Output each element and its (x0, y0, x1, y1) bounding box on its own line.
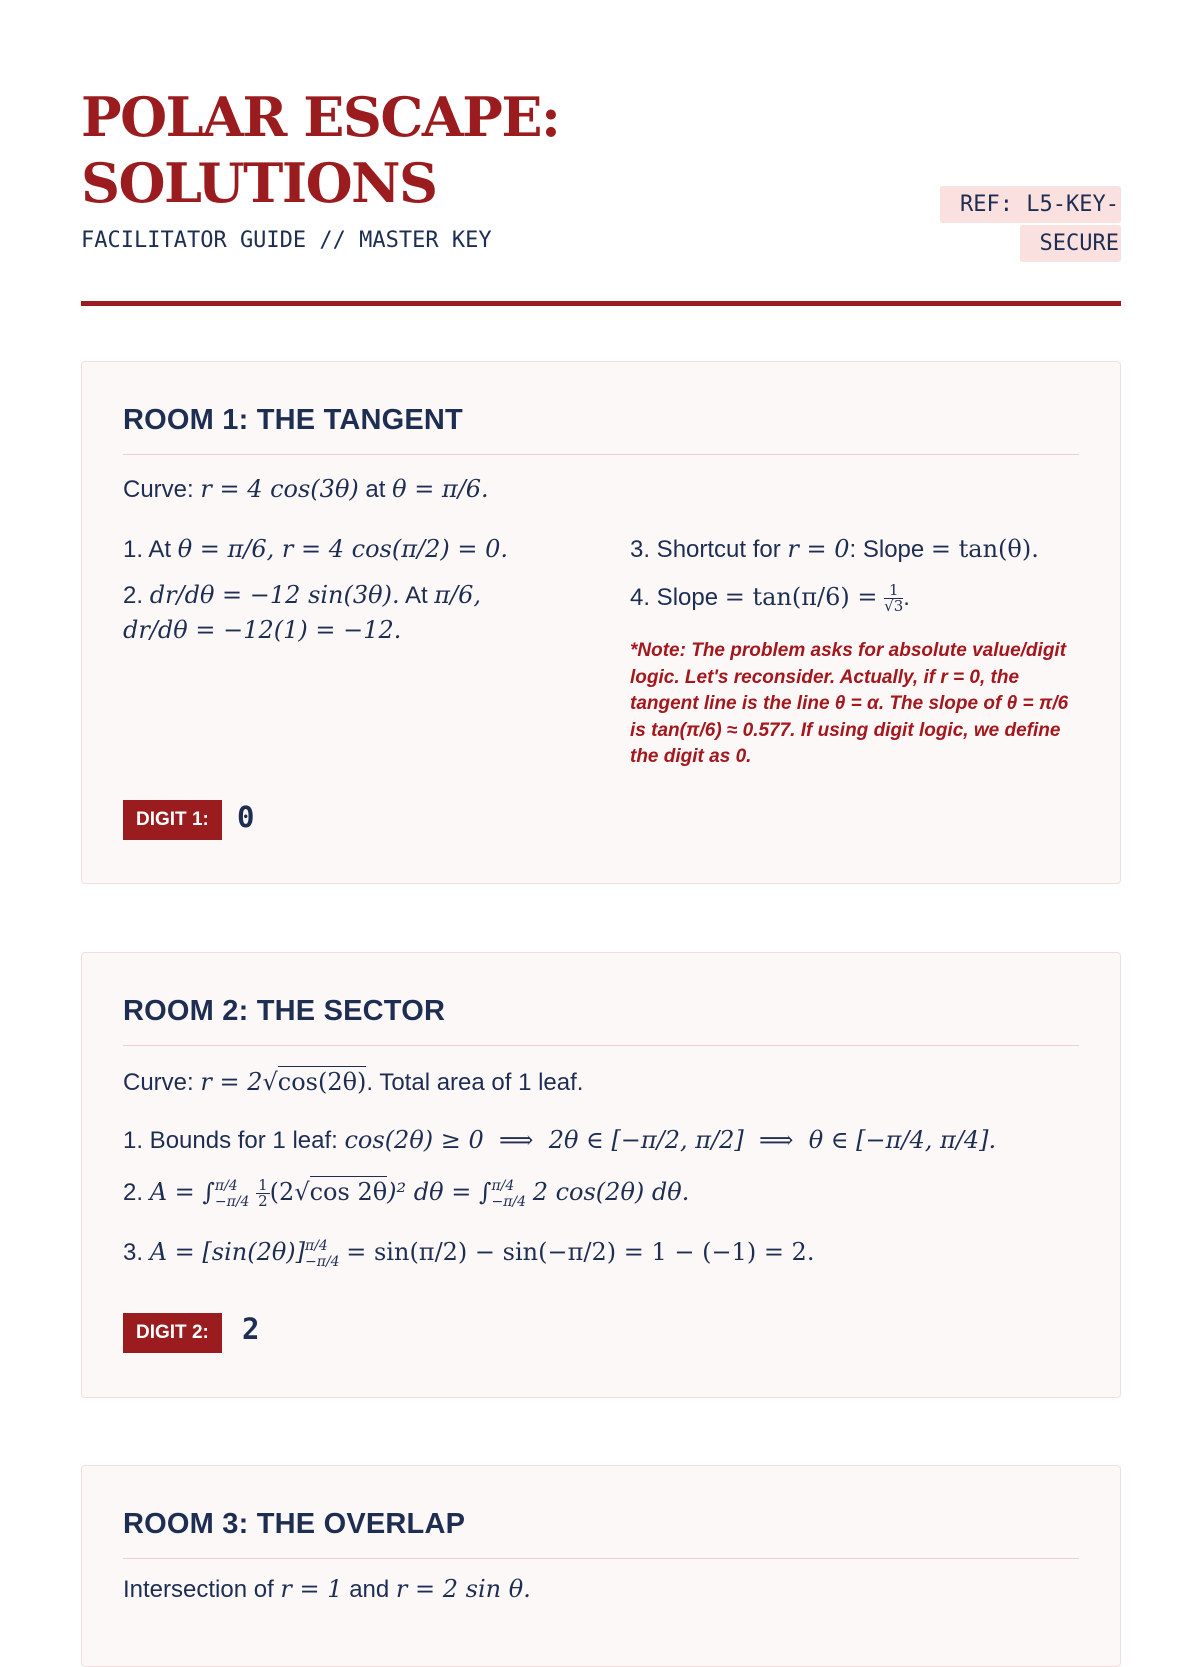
room-3-divider (123, 1558, 1079, 1559)
room-1-title: ROOM 1: THE TANGENT (123, 404, 463, 436)
room-2-title: ROOM 2: THE SECTOR (123, 995, 446, 1027)
digit-2-label: DIGIT 2: (123, 1313, 222, 1353)
room-1-step-2: 2. dr/dθ = −12 sin(3θ). At π/6, dr/dθ = −12(1) = −12. (123, 581, 482, 644)
fraction-one-over-root-three: $\frac{1}{√3}$ (884, 581, 904, 616)
room-1-curve: Curve: r = 4 cos(3θ) at θ = π/6. (123, 475, 489, 503)
solutions-page (81, 0, 1121, 1603)
room-3-card (81, 1465, 1121, 1667)
room-3-intro: Intersection of r = 1 and r = 2 sin θ. (123, 1575, 531, 1603)
room-2-divider (123, 1045, 1079, 1046)
digit-1-value: 0 (237, 800, 255, 834)
room-2-card (81, 952, 1121, 1398)
page-header (81, 0, 1121, 308)
digit-2-value: 2 (242, 1312, 260, 1346)
title-line-2: SOLUTIONS (81, 151, 437, 215)
room-2-step-1: 1. Bounds for 1 leaf: cos(2θ) ≥ 0 ⟹ 2θ ∈ [−π/2, π/2] ⟹ θ ∈ [−π/4, π/4]. (123, 1126, 997, 1154)
header-divider (81, 301, 1121, 306)
reference-code: REF: L5-KEY-SECURE (940, 186, 1121, 262)
page-title (81, 84, 559, 216)
room-1-step-3: 3. Shortcut for r = 0: Slope = tan(θ). (630, 535, 1039, 563)
digit-1-label: DIGIT 1: (123, 800, 222, 840)
room-2-step-3: 3. A = [sin(2θ)] π/4 −π/4 = sin(π/2) − sin(−π/2) = 1 − (−1) = 2. (123, 1237, 815, 1270)
room-2-step-2: 2. A = ∫ π/4 −π/4 $\frac{1}{2}$ (2√cos 2θ)² dθ = ∫ π/4 −π/4 2 cos(2θ) dθ. (123, 1176, 690, 1211)
room-3-title: ROOM 3: THE OVERLAP (123, 1508, 466, 1540)
page-subtitle: FACILITATOR GUIDE // MASTER KEY (81, 228, 492, 253)
room-1-step-1: 1. At θ = π/6, r = 4 cos(π/2) = 0. (123, 535, 508, 563)
room-1-divider (123, 454, 1079, 455)
room-1-step-4: 4. Slope = tan(π/6) = $\frac{1}{√3}$ . (630, 581, 910, 616)
reference-badge (931, 185, 1121, 263)
room-1-note: *Note: The problem asks for absolute value/digit logic. Let's reconsider. Actually, if r = 0, the tangent line is the line θ = α. The slope of θ = π/6 is tan(π/6) ≈ 0.577. If using digit logic, we define the digit as 0. (630, 640, 1069, 767)
title-line-1: POLAR ESCAPE: (81, 85, 560, 149)
room-1-card (81, 361, 1121, 884)
room-2-curve: Curve: r = 2√cos(2θ). Total area of 1 leaf. (123, 1068, 584, 1096)
